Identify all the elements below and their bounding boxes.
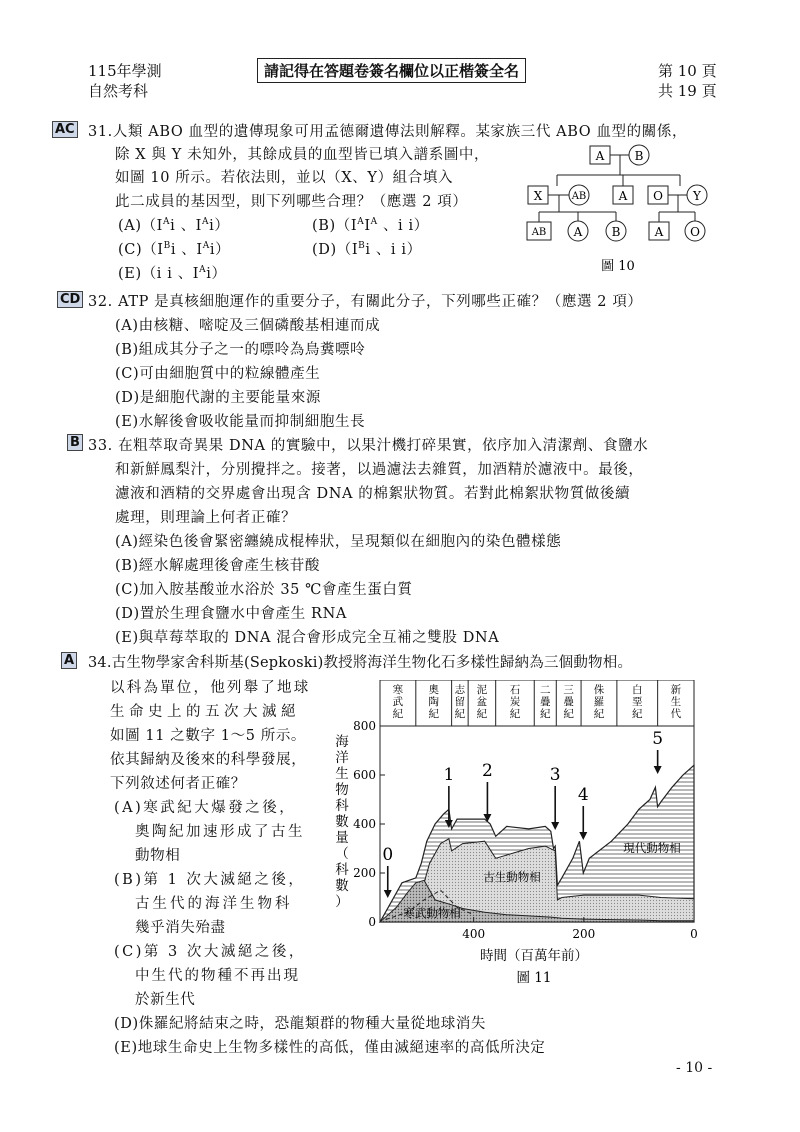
y-tick-label: 0 [368, 915, 376, 929]
q34-stem-line-4: 如圖 11 之數字 1～5 所示。 [110, 728, 307, 744]
q34-option-c-line-1: (C)第 3 次大滅絕之後， [114, 944, 306, 960]
x-tick-label: 400 [462, 927, 486, 941]
pedigree-gen2-label-3: A [618, 189, 628, 203]
q31-option-d: $(D)(I^Bi$ 、i i） [312, 241, 422, 258]
extinction-label: 0 [382, 845, 394, 865]
signature-notice: 請記得在答題卷簽名欄位以正楷簽全名 [257, 58, 526, 83]
period-label: 志留紀 [454, 684, 466, 720]
y-axis-label-text: 海洋生物科數量（科數） [335, 734, 349, 910]
y-tick-label: 400 [353, 817, 376, 831]
period-label: 奧陶紀 [428, 684, 439, 720]
q34-stem-line-3: 生命史上的五次大滅絕 [110, 704, 300, 720]
x-tick-label: 0 [690, 927, 698, 941]
allele-superscript: A [202, 241, 210, 252]
q31-stem-line-4: 此二成員的基因型，則下列哪些合理？（應選 2 項） [115, 194, 468, 210]
q33-option-c: (C)加入胺基酸並水浴於 35 ℃會產生蛋白質 [115, 582, 413, 598]
page-total: 共 19 頁 [658, 82, 717, 100]
allele-superscript: B [163, 241, 171, 252]
pedigree-gen3-label-4: A [654, 225, 664, 239]
q31-option-b: $(B)(I^AI^A$ 、i i） [312, 217, 429, 234]
q33-option-d: (D)置於生理食鹽水中會產生 RNA [115, 606, 347, 622]
q31-option-e: (E)（i i 、$I^Ai$） [118, 265, 227, 282]
pedigree-gen1-label-2: B [634, 149, 644, 163]
answer-mark-q34: A [61, 652, 77, 669]
period-label: 二疊紀 [540, 684, 551, 720]
pedigree-gen2-label-4: O [653, 189, 663, 203]
answer-mark-q32: CD [57, 291, 83, 308]
pedigree-gen3-label-1: AB [531, 227, 547, 238]
allele-superscript: A [202, 217, 210, 228]
q34-stem-line-5: 依其歸納及後來的科學發展， [110, 752, 307, 768]
subject-name: 自然考科 [88, 82, 149, 100]
q33-stem-line-3: 濾液和酒精的交界處會出現含 DNA 的棉絮狀物質。若對此棉絮狀物質做後續 [115, 486, 631, 502]
q33-stem-line-1: 33. 在粗萃取奇異果 DNA 的實驗中，以果汁機打碎果實，依序加入清潔劑、食鹽水 [88, 438, 649, 454]
allele-superscript: A [199, 265, 207, 276]
q32-option-d: (D)是細胞代謝的主要能量來源 [115, 390, 321, 406]
q34-option-d: (D)侏羅紀將結束之時，恐龍類群的物種大量從地球消失 [114, 1016, 487, 1032]
figure-11-caption: 圖 11 [516, 970, 552, 986]
q31-stem-line-3: 如圖 10 所示。若依法則，並以（X、Y）組合填入 [115, 170, 454, 186]
extinction-label: 1 [443, 765, 455, 785]
pedigree-gen3-label-3: B [611, 225, 621, 239]
q31-stem-line-2: 除 X 與 Y 未知外，其餘成員的血型皆已填入譜系圖中， [115, 147, 490, 163]
pedigree-gen2-label-1: X [533, 189, 543, 203]
q34-option-a-line-1: (A)寒武紀大爆發之後， [114, 800, 297, 816]
q34-option-c-line-2: 中生代的物種不再出現 [135, 968, 300, 984]
fauna-area-label: 古生動物相 [483, 870, 541, 884]
answer-mark-q31: AC [52, 121, 78, 138]
allele-superscript: A [370, 217, 378, 228]
q32-option-c: (C)可由細胞質中的粒線體產生 [115, 366, 321, 382]
figure-10-caption: 圖 10 [601, 259, 635, 274]
answer-mark-q33: B [67, 434, 83, 451]
x-axis-label: 時間（百萬年前） [480, 948, 588, 964]
period-header [380, 680, 694, 726]
pedigree-gen3-label-5: O [690, 225, 700, 239]
q34-option-a-line-2: 奧陶紀加速形成了古生 [135, 824, 305, 840]
y-tick-label: 200 [353, 866, 376, 880]
q34-stem-line-6: 下列敘述何者正確？ [110, 776, 246, 792]
period-label: 三疊紀 [563, 684, 574, 720]
allele-superscript: B [358, 241, 366, 252]
allele-superscript: A [357, 217, 365, 228]
extinction-label: 3 [549, 765, 561, 785]
q31-option-c: $(C)(I^Bi$ 、$I^Ai$） [118, 241, 231, 258]
pedigree-gen2-label-2: AB [571, 191, 587, 202]
q31-stem-line-1: 31.人類 ABO 血型的遺傳現象可用孟德爾遺傳法則解釋。某家族三代 ABO 血型的關係， [88, 124, 688, 140]
q34-stem-line-1: 34.古生物學家舍科斯基(Sepkoski)教授將海洋生物化石多樣性歸納為三個動物相。 [88, 655, 633, 671]
period-label: 侏羅紀 [593, 684, 605, 720]
extinction-label: 5 [652, 729, 664, 749]
diversity-chart [322, 680, 712, 998]
q33-option-a: (A)經染色後會緊密纏繞成棍棒狀，呈現類似在細胞內的染色體樣態 [115, 534, 562, 550]
y-tick-label: 600 [353, 768, 376, 782]
page-number: 第 10 頁 [658, 62, 717, 80]
pedigree-gen1-label-1: A [595, 149, 605, 163]
pedigree-gen3-label-2: A [573, 225, 583, 239]
pedigree-gen2-label-5: Y [693, 189, 701, 203]
footer-page-number: - 10 - [676, 1060, 713, 1076]
q33-stem-line-2: 和新鮮鳳梨汁，分別攪拌之。接著，以過濾法去雜質，加酒精於濾液中。最後， [115, 462, 644, 478]
y-tick-label: 800 [353, 719, 376, 733]
q34-option-c-line-3: 於新生代 [135, 992, 196, 1008]
footer-page-value: 10 [685, 1060, 704, 1076]
q32-option-a: (A)由核糖、嘧啶及三個磷酸基相連而成 [115, 318, 381, 334]
q33-option-b: (B)經水解處理後會產生核苷酸 [115, 558, 320, 574]
q34-stem-line-2: 以科為單位，他列舉了地球 [110, 680, 311, 696]
pedigree-figure [520, 140, 720, 280]
extinction-label: 4 [577, 785, 589, 805]
extinction-label: 2 [482, 761, 493, 781]
period-label: 白堊紀 [632, 684, 643, 720]
exam-year: 115年學測 [88, 62, 162, 80]
allele-superscript: A [163, 217, 171, 228]
q32-option-e: (E)水解後會吸收能量而抑制細胞生長 [115, 414, 366, 430]
pedigree-gen3 [527, 221, 705, 241]
period-label: 寒武紀 [392, 684, 404, 720]
period-label: 石炭紀 [509, 684, 521, 720]
q34-option-b-line-2: 古生代的海洋生物科 [135, 896, 293, 912]
period-header-frame [380, 680, 694, 726]
fauna-area-label: 現代動物相 [623, 841, 681, 855]
q34-option-e: (E)地球生命史上生物多樣性的高低，僅由滅絕速率的高低所決定 [114, 1040, 546, 1056]
fauna-area-label: 寒武動物相 [403, 906, 461, 920]
q34-option-a-line-3: 動物相 [135, 848, 181, 864]
x-tick-label: 200 [572, 927, 596, 941]
period-label: 泥盆紀 [476, 684, 488, 720]
q33-stem-line-4: 處理，則理論上何者正確？ [115, 510, 297, 526]
q33-option-e: (E)與草莓萃取的 DNA 混合會形成完全互補之雙股 DNA [115, 630, 500, 646]
y-axis-label [335, 734, 349, 910]
q34-option-b-line-3: 幾乎消失殆盡 [135, 920, 226, 936]
q32-stem: 32. ATP 是真核細胞運作的重要分子，有關此分子，下列哪些正確？（應選 2 項） [88, 294, 643, 310]
q31-option-a: $(A)(I^Ai$ 、$I^Ai$） [118, 217, 230, 234]
q34-option-b-line-1: (B)第 1 次大滅絕之後， [114, 872, 306, 888]
period-label: 新生代 [670, 684, 682, 720]
q32-option-b: (B)組成其分子之一的嘌呤為鳥糞嘌呤 [115, 342, 366, 358]
